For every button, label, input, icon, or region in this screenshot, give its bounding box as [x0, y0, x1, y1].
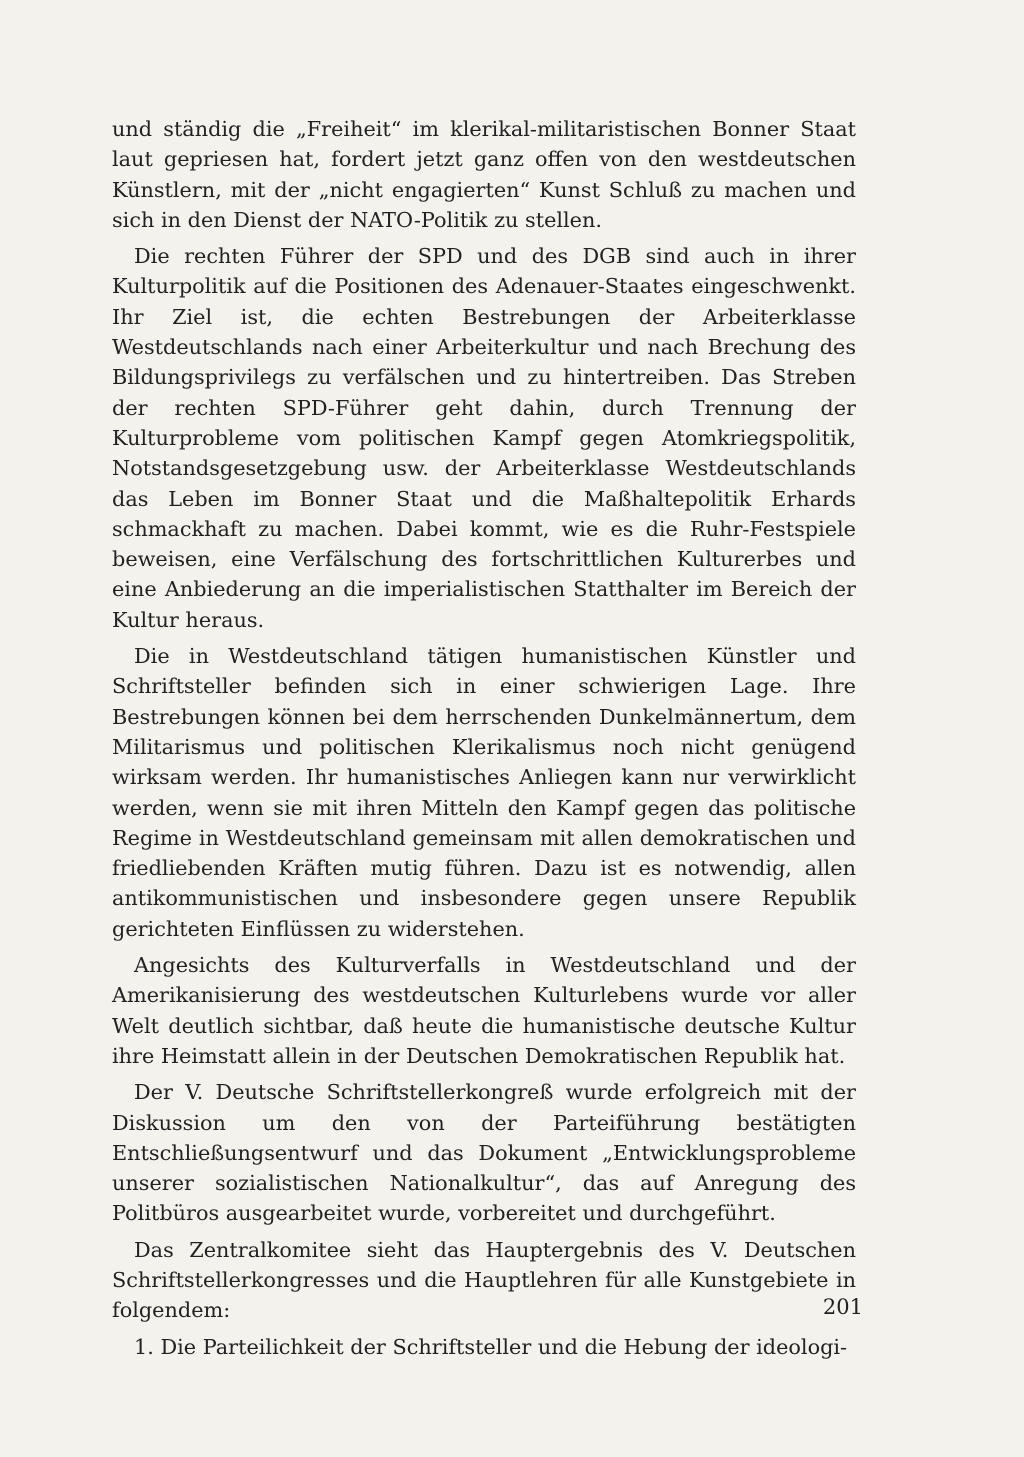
paragraph-continuation: und ständig die „Freiheit“ im klerikal-militaristischen Bonner Staat laut gepriesen hat, fordert jetzt ganz offen von den westdeutschen Künstlern, mit der „nicht engagierten“ Kunst Schluß zu machen und sich in den Dienst der NATO-Politik zu stellen.: [112, 117, 856, 232]
body-text: [112, 114, 856, 1368]
paragraph-list-item-1: 1. Die Parteilichkeit der Schriftsteller und die Hebung der ideologi-: [134, 1334, 848, 1359]
page-number: 201: [822, 1295, 863, 1319]
paragraph-writers-congress: Der V. Deutsche Schriftstellerkongreß wurde erfolgreich mit der Diskussion um den von der Parteiführung bestätigten Entschließungsentwurf und das Dokument „Entwicklungsprobleme unserer sozialistischen Nationalkultur“, das auf Anregung des Politbüros ausgearbeitet wurde, vorbereitet und durchgeführt.: [112, 1080, 856, 1226]
paragraph-west-german-artists: Die in Westdeutschland tätigen humanistischen Künstler und Schriftsteller befinden sich in einer schwierigen Lage. Ihre Bestrebungen können bei dem herrschenden Dunkelmännertum, dem Militarismus und politischen Klerikalismus noch nicht genügend wirksam werden. Ihr humanistisches Anliegen kann nur verwirklicht werden, wenn sie mit ihren Mitteln den Kampf gegen das politische Regime in Westdeutschland gemeinsam mit allen demokratischen und friedliebenden Kräften mutig führen. Dazu ist es notwendig, allen antikommunistischen und insbesondere gegen unsere Republik gerichteten Einflüssen zu widerstehen.: [112, 644, 856, 941]
paragraph-cultural-decline: Angesichts des Kulturverfalls in Westdeutschland und der Amerikanisierung des westdeutschen Kulturlebens wurde vor aller Welt deutlich sichtbar, daß heute die humanistische deutsche Kultur ihre Heimstatt allein in der Deutschen Demokratischen Republik hat.: [112, 953, 856, 1068]
paragraph-central-committee: Das Zentralkomitee sieht das Hauptergebnis des V. Deutschen Schriftstellerkongresses und die Hauptlehren für alle Kunstgebiete in folgendem:: [112, 1237, 856, 1323]
paragraph-spd-dgb: Die rechten Führer der SPD und des DGB sind auch in ihrer Kulturpolitik auf die Positionen des Adenauer-Staates eingeschwenkt. Ihr Ziel ist, die echten Bestrebungen der Arbeiterklasse Westdeutschlands nach einer Arbeiterkultur und nach Brechung des Bildungsprivilegs zu verfälschen und zu hintertreiben. Das Streben der rechten SPD-Führer geht dahin, durch Trennung der Kulturprobleme vom politischen Kampf gegen Atomkriegspolitik, Notstandsgesetzgebung usw. der Arbeiterklasse Westdeutschlands das Leben im Bonner Staat und die Maßhaltepolitik Erhards schmackhaft zu machen. Dabei kommt, wie es die Ruhr-Festspiele beweisen, eine Verfälschung des fortschrittlichen Kulturerbes und eine Anbiederung an die imperialistischen Statthalter im Bereich der Kultur heraus.: [112, 244, 856, 632]
